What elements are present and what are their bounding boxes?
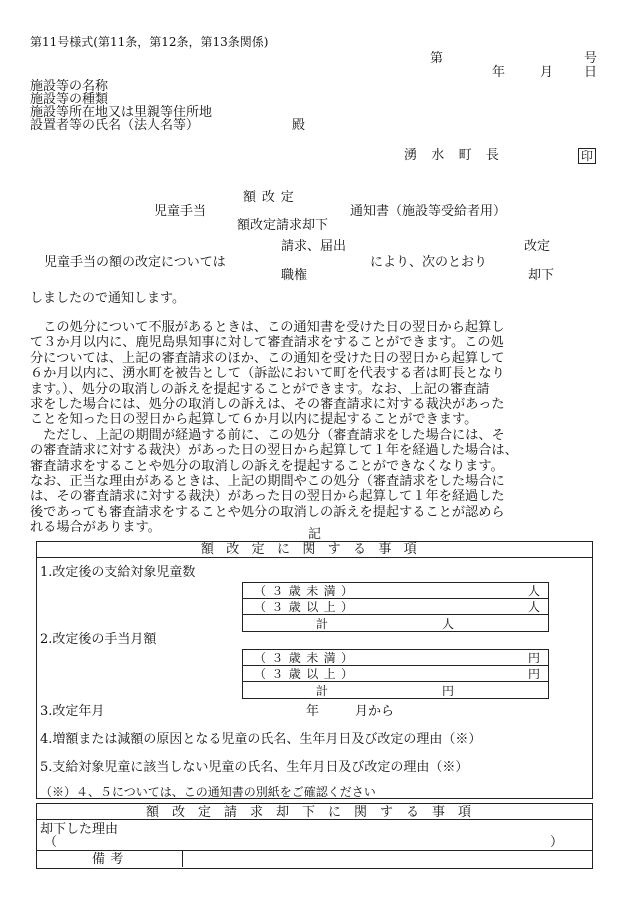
paren-close: ） <box>550 835 564 850</box>
body-line: 審査請求をすることや処分の取消しの訴えを提起することができなくなります。 <box>30 458 504 474</box>
item1-row1-unit: 人 <box>528 584 541 598</box>
item1-total-label: 計 <box>316 617 329 631</box>
body-line: ただし、上記の期間が経過する前に、この処分（審査請求をした場合には、そ <box>30 427 505 443</box>
installer-name-label: 設置者等の氏名（法人名等） <box>30 118 200 133</box>
divider <box>36 850 592 851</box>
item2-row1-label: （３歳未満） <box>254 651 359 665</box>
item3-month-from: 月から <box>355 704 395 719</box>
lead-option-2: 職権 <box>281 268 308 283</box>
section1-header: 額改定に関する事項 <box>200 542 430 557</box>
title-option-2: 額改定請求却下 <box>237 218 329 233</box>
item1-row2-unit: 人 <box>528 600 541 614</box>
item5-label: 5.支給対象児童に該当しない児童の氏名、生年月日及び改定の理由（※） <box>40 760 469 775</box>
lead-result-1: 改定 <box>524 239 551 254</box>
paren-open: （ <box>44 835 58 850</box>
item2-row1-unit: 円 <box>528 651 541 665</box>
honorific: 殿 <box>292 118 306 133</box>
body-paragraph-1 <box>30 320 518 536</box>
form-label: 第11号様式(第11条，第12条，第13条関係) <box>30 35 269 49</box>
doc-number-dai: 第 <box>430 51 444 66</box>
body-line: この処分について不服があるときは、この通知書を受けた日の翌日から起算し <box>30 320 505 335</box>
note-text: （※）４、５については、この通知書の別紙をご確認ください <box>40 785 376 799</box>
title-right: 通知書（施設等受給者用） <box>350 204 507 219</box>
divider <box>36 557 592 558</box>
issuer-name: 湧水町長 <box>404 148 514 163</box>
remarks-label: 備考 <box>92 852 129 867</box>
item1-total-unit: 人 <box>442 617 455 631</box>
body-line: 後であっても審査請求をすることや処分の取消しの訴えを提起することが認めら <box>30 504 505 520</box>
item1-label: 1.改定後の支給対象児童数 <box>40 565 196 580</box>
body-line: れる場合があります。 <box>30 520 161 536</box>
item2-row2-unit: 円 <box>528 667 541 681</box>
lead-tail: しましたので通知します。 <box>30 291 185 306</box>
item1-row2-label: （３歳以上） <box>254 600 359 614</box>
lead-prefix: 児童手当の額の改定については <box>44 255 226 270</box>
lead-middle: により、次のとおり <box>370 255 488 270</box>
ki-label: 記 <box>308 527 322 542</box>
divider <box>242 681 548 682</box>
facility-address-label: 施設等所在地又は里親等住所地 <box>30 105 213 120</box>
body-line: ６か月以内に、湧水町を被告として（訴訟において町を代表する者は町長となり <box>30 366 505 382</box>
title-left: 児童手当 <box>154 204 207 219</box>
doc-number-go: 号 <box>584 51 598 66</box>
item3-label: 3.改定年月 <box>40 704 105 719</box>
divider <box>242 598 548 599</box>
item1-row1-label: （３歳未満） <box>254 584 359 598</box>
item4-label: 4.増額または減額の原因となる児童の氏名、生年月日及び改定の理由（※） <box>40 732 482 747</box>
date-day: 日 <box>584 65 598 80</box>
lead-option-1: 請求、届出 <box>281 239 347 254</box>
facility-name-label: 施設等の名称 <box>30 79 109 94</box>
body-line: は、その審査請求に対する裁決）があった日の翌日から起算して１年を経過した <box>30 489 505 505</box>
item2-total-label: 計 <box>316 684 329 698</box>
date-year: 年 <box>492 65 506 80</box>
seal-box: 印 <box>578 148 596 164</box>
body-line: 求をした場合には、処分の取消しの訴えは、その審査請求に対する裁決があった <box>30 397 505 413</box>
body-line: の審査請求に対する裁決）があった日の翌日から起算して１年を経過した場合は、 <box>30 443 518 459</box>
item2-total-unit: 円 <box>442 684 455 698</box>
body-line: 分については、上記の審査請求のほか、この通知を受けた日の翌日から起算して <box>30 350 505 366</box>
body-line: ことを知った日の翌日から起算して６か月以内に提起することができます。 <box>30 412 478 428</box>
body-line: て３か月以内に、鹿児島県知事に対して審査請求をすることができます。この処 <box>30 335 504 351</box>
section2-header: 額改定請求却下に関する事項 <box>145 805 484 820</box>
date-month: 月 <box>540 65 554 80</box>
title-option-1: 額改定 <box>243 190 300 205</box>
body-line: ます。）、処分の取消しの訴えを提起することができます。なお、上記の審査請 <box>30 381 490 397</box>
reason-label: 却下した理由 <box>40 822 119 837</box>
facility-type-label: 施設等の種類 <box>30 92 109 107</box>
body-line: なお、正当な理由があるときは、上記の期間やこの処分（審査請求をした場合に <box>30 474 505 490</box>
item3-year: 年 <box>306 704 320 719</box>
divider <box>242 614 548 615</box>
item2-row2-label: （３歳以上） <box>254 667 359 681</box>
divider <box>182 850 183 867</box>
divider <box>242 665 548 666</box>
item2-label: 2.改定後の手当月額 <box>40 632 157 647</box>
lead-result-2: 却下 <box>528 268 555 283</box>
